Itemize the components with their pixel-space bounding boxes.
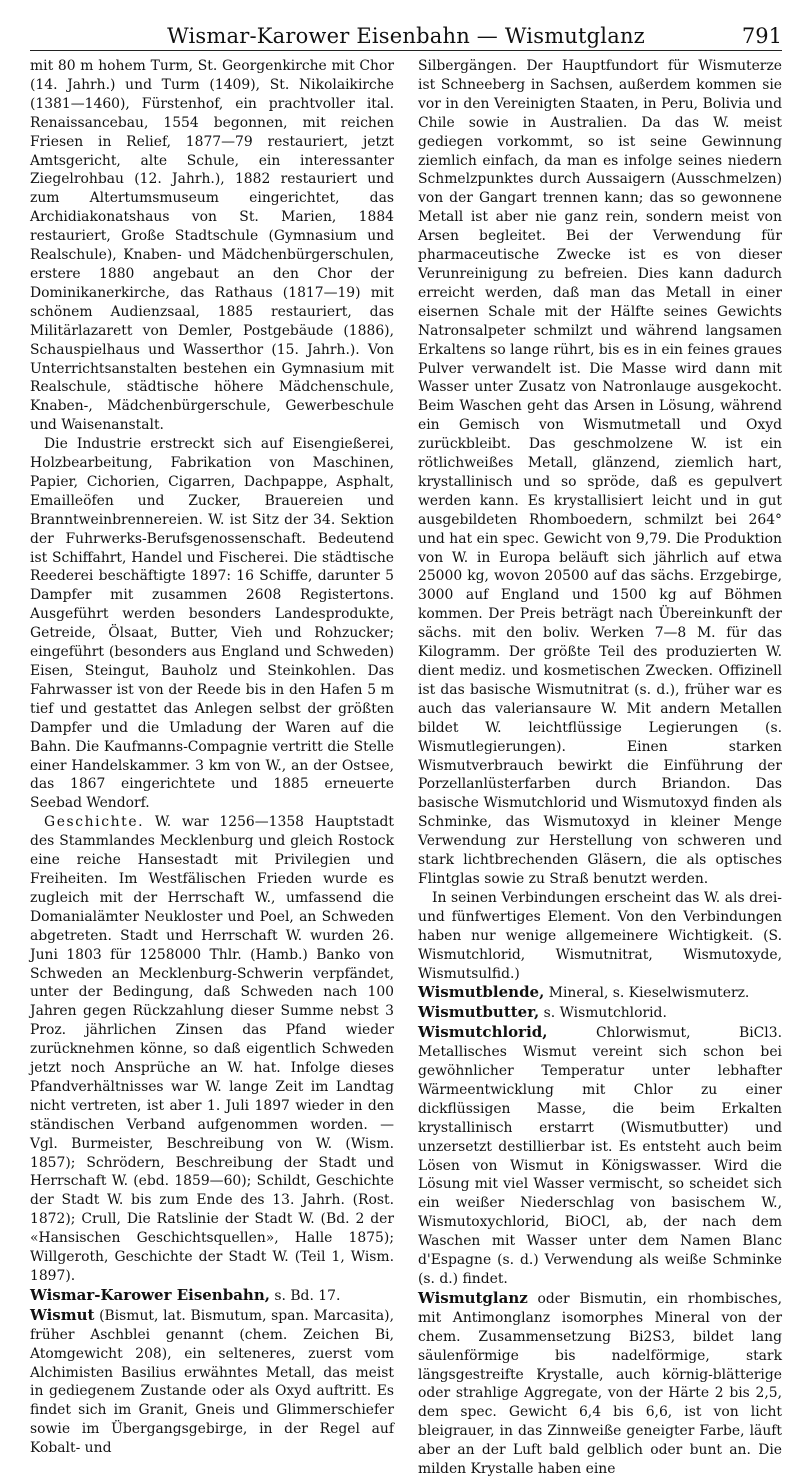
paragraph-wismut-continued: Silbergängen. Der Hauptfundort für Wismuterze ist Schneeberg in Sachsen, außerdem kommen sie vor in den Vereinigten Staaten, in Peru, Bolivia und Chile sowie in Australien. Da das W. meist gediegen vorkommt, so ist seine Gewinnung ziemlich einfach, da man es infolge seines niedern Schmelzpunktes durch Aussaigern (Ausschmelzen) von der Gangart trennen kann; das so gewonnene Metall ist aber nie ganz rein, sondern meist von Arsen begleitet. Bei der Verwendung für pharmaceutische Zwecke ist es von dieser Verunreinigung zu befreien. Dies kann dadurch erreicht werden, daß man das Metall in einer eisernen Schale mit der Hälfte seines Gewichts Natronsalpeter schmilzt und während langsamen Erkaltens so lange rührt, bis es in ein feines graues Pulver verwandelt ist. Die Masse wird dann mit Wasser unter Zusatz von Natronlauge ausgekocht. Beim Waschen geht das Arsen in Lösung, während ein Gemisch von Wismutmetall und Oxyd zurückbleibt. Das geschmolzene W. ist ein rötlichweißes Metall, glänzend, ziemlich hart, krystallinisch und so spröde, daß es gepulvert werden kann. Es krystallisiert leicht und in gut ausgebildeten Rhomboedern, schmilzt bei 264° und hat ein spec. Gewicht von 9,79. Die Produktion von W. in Europa beläuft sich jährlich auf etwa 25000 kg, wovon 20500 auf das sächs. Erzgebirge, 3000 auf England und 1500 kg auf Böhmen kommen. Der Preis beträgt nach Übereinkunft der sächs. mit den boliv. Werken 7—8 M. für das Kilogramm. Der größte Teil des produzierten W. dient mediz. und kosmetischen Zwecken. Offizinell ist das basische Wismutnitrat (s. d.), früher war es auch das valeriansaure W. Mit andern Metallen bildet W. leichtflüssige Legierungen (s. Wismutlegierungen). Einen starken Wismutverbrauch bewirkt die Einführung der Porzellanlüsterfarben durch Briandon. Das basische Wismutchlorid und Wismutoxyd finden als Schminke, das Wismutoxyd in kleiner Menge Verwendung zur Herstellung von schweren und stark lichtbrechenden Gläsern, die als optisches Flintglas sowie zu Straß benutzt werden. [418,58,782,887]
entry-wismutglanz [418,1289,782,1479]
entry-wismar-karower [30,1286,394,1306]
entry-headword: Wismutglanz [418,1288,528,1307]
entry-text: s. Wismutchlorid. [539,1005,667,1022]
right-column [418,57,782,1478]
entry-headword: Wismutblende, [418,983,545,1002]
history-text: W. war 1256—1358 Hauptstadt des Stammlandes Mecklenburg und gleich Rostock eine reiche Hansestadt mit Privilegien und Freiheiten. Im Westfälischen Frieden wurde es zugleich mit der Herrschaft W., umfassend die Domanialämter Neukloster und Poel, an Schweden abgetreten. Stadt und Herrschaft W. wurden 26. Juni 1803 für 1258000 Thlr. (Hamb.) Banko von Schweden an Mecklenburg-Schwerin verpfändet, unter der Bedingung, daß Schweden nach 100 Jahren gegen Rückzahlung dieser Summe nebst 3 Proz. jährlichen Zinsen das Pfand wieder zurücknehmen könne, so daß eigentlich Schweden jetzt noch Ansprüche an W. hat. Infolge dieses Pfandverhältnisses war W. lange Zeit im Landtag nicht vertreten, ist aber 1. Juli 1897 wieder in den ständischen Verband aufgenommen worden. — Vgl. Burmeister, Beschreibung von W. (Wism. 1857); Schrödern, Beschreibung der Stadt und Herrschaft W. (ebd. 1859—60); Schildt, Geschichte der Stadt W. bis zum Ende des 13. Jahrh. (Rost. 1872); Crull, Die Ratslinie der Stadt W. (Bd. 2 der «Hansischen Geschichtsquellen», Halle 1875); Willgeroth, Geschichte der Stadt W. (Teil 1, Wism. 1897). [30,814,394,1284]
entry-headword: Wismutchlorid, [418,1023,548,1042]
entry-wismut [30,1306,394,1458]
running-title: Wismar-Karower Eisenbahn — Wismutglanz [167,24,645,48]
entry-text: Chlorwismut, BiCl3. Metallisches Wismut vereint sich schon bei gewöhnlicher Temperatur unter lebhafter Wärmeentwicklung mit Chlor zu einer dickflüssigen Masse, die beim Erkalten krystallinisch erstarrt (Wismutbutter) und unzersetzt destillierbar ist. Es entsteht auch beim Lösen von Wismut in Königswasser. Wird die Lösung mit viel Wasser vermischt, so scheidet sich ein weißer Niederschlag von basischem W., Wismutoxychlorid, BiOCl, ab, der nach dem Waschen mit Wasser unter dem Namen Blanc d'Espagne (s. d.) Verwendung als weiße Schminke (s. d.) findet. [418,1025,782,1287]
entry-headword: Wismar-Karower Eisenbahn, [30,1285,270,1304]
paragraph-industry: Die Industrie erstreckt sich auf Eisengießerei, Holzbearbeitung, Fabrikation von Maschinen, Papier, Cichorien, Cigarren, Dachpappe, Asphalt, Emailleöfen und Zucker, Brauereien und Branntweinbrennereien. W. ist Sitz der 34. Sektion der Fuhrwerks-Berufsgenossenschaft. Bedeutend ist Schiffahrt, Handel und Fischerei. Die städtische Reederei beschäftigte 1897: 16 Schiffe, darunter 5 Dampfer mit zusammen 2608 Registertons. Ausgeführt werden besonders Landesprodukte, Getreide, Ölsaat, Butter, Vieh und Rohzucker; eingeführt (besonders aus England und Schweden) Eisen, Steingut, Bauholz und Steinkohlen. Das Fahrwasser ist von der Reede bis in den Hafen 5 m tief und gestattet das Anlegen selbst der größten Dampfer und die Umladung der Waren auf die Bahn. Die Kaufmanns-Compagnie vertritt die Stelle einer Handelskammer. 3 km von W., an der Ostsee, das 1867 eingerichtete und 1885 erneuerte Seebad Wendorf. [30,436,394,812]
page-header [30,10,782,51]
entry-wismutblende [418,983,782,1003]
paragraph-compounds: In seinen Verbindungen erscheint das W. als drei- und fünfwertiges Element. Von den Verbindungen haben nur wenige allgemeinere Wichtigkeit. (S. Wismutchlorid, Wismutnitrat, Wismutoxyde, Wismutsulfid.) [418,889,782,982]
entry-wismutchlorid [418,1023,782,1289]
history-label: Geschichte. [44,814,145,831]
entry-text: Mineral, s. Kieselwismuterz. [544,985,750,1002]
entry-headword: Wismut [30,1305,95,1324]
entry-text: oder Bismutin, ein rhombisches, mit Antimonglanz isomorphes Mineral von der chem. Zusammensetzung Bi2S3, bildet lang säulenförmige bis nadelförmige, stark längsgestreifte Krystalle, auch körnig-blätterige oder strahlige Aggregate, von der Härte 2 bis 2,5, dem spec. Gewicht 6,4 bis 6,6, ist von licht bleigrauer, in das Zinnweiße geneigter Farbe, läuft aber an der Luft bald gelblich oder bunt an. Die milden Krystalle haben eine [418,1290,782,1478]
entry-text: (Bismut, lat. Bismutum, span. Marcasita), früher Aschblei genannt (chem. Zeichen Bi, Atomgewicht 208), ein selteneres, zuerst vom Alchimisten Basilius erwähntes Metall, das meist in gediegenem Zustande oder als Oxyd auftritt. Es findet sich im Granit, Gneis und Glimmerschiefer sowie im Übergangsgebirge, in der Regel auf Kobalt- und [30,1307,394,1457]
entry-headword: Wismutbutter, [418,1003,540,1022]
left-column [30,57,394,1457]
entry-text: s. Bd. 17. [269,1287,341,1304]
entry-wismutbutter [418,1003,782,1023]
page-number: 791 [741,24,782,48]
paragraph-buildings: mit 80 m hohem Turm, St. Georgenkirche mit Chor (14. Jahrh.) und Turm (1409), St. Nikolaikirche (1381—1460), Fürstenhof, ein prachtvoller ital. Renaissancebau, 1554 begonnen, mit reichen Friesen in Relief, 1877—79 restauriert, jetzt Amtsgericht, alte Schule, ein interessanter Ziegelrohbau (12. Jahrh.), 1882 restauriert und zum Altertumsmuseum eingerichtet, das Archidiakonatshaus von St. Marien, 1884 restauriert, Große Stadtschule (Gymnasium und Realschule), Knaben- und Mädchenbürgerschulen, erstere 1880 angebaut an den Chor der Dominikanerkirche, das Rathaus (1817—19) mit schönem Audienzsaal, 1885 restauriert, das Militärlazarett von Demler, Postgebäude (1886), Schauspielhaus und Wasserthor (15. Jahrh.). Von Unterrichtsanstalten bestehen ein Gymnasium mit Realschule, städtische höhere Mädchenschule, Knaben-, Mädchenbürgerschule, Gewerbeschule und Waisenanstalt. [30,58,394,434]
paragraph-history [30,813,394,1286]
